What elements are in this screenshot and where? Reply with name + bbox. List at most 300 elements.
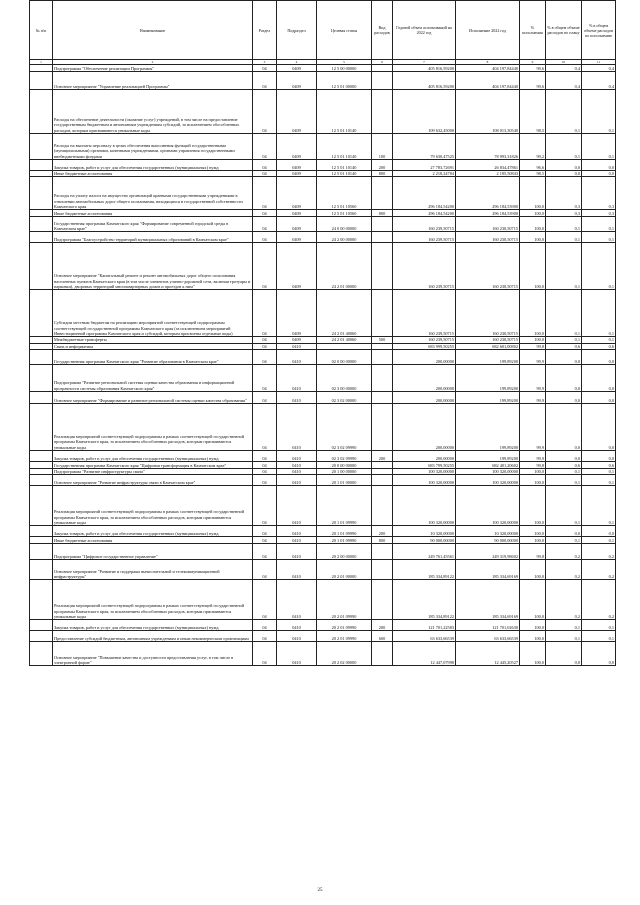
target-article-cell: 24 2 01 00000 bbox=[317, 243, 372, 290]
fact-cell: 78 993,31826 bbox=[456, 134, 520, 160]
fact-cell: 296 184,53900 bbox=[456, 210, 520, 217]
column-number: 8 bbox=[456, 60, 520, 65]
row-number-cell bbox=[30, 450, 53, 461]
expense-type-cell: 200 bbox=[372, 526, 393, 537]
expense-type-cell bbox=[372, 290, 393, 337]
plan-cell: 27 783,72691 bbox=[393, 160, 456, 171]
share-plan-cell: 0,2 bbox=[546, 560, 582, 580]
expense-type-cell bbox=[372, 403, 393, 450]
table-row bbox=[30, 232, 616, 243]
name-cell: Государственная программа Камчатского края "Цифровая трансформация в Камчатском крае" bbox=[53, 461, 253, 468]
header-cell: Исполнение 2022 год bbox=[456, 1, 520, 60]
plan-cell: 100 320,00000 bbox=[393, 468, 456, 474]
fact-cell: 108 013,30540 bbox=[456, 90, 520, 134]
section-cell: 04 bbox=[253, 243, 277, 290]
fact-cell: 100 320,00000 bbox=[456, 468, 520, 474]
name-cell: Основное мероприятие "Развитие инфраструктуры связи в Камчатском крае" bbox=[53, 475, 253, 486]
row-number-cell bbox=[30, 160, 53, 171]
percent-cell: 99,9 bbox=[520, 450, 546, 461]
row-number-cell bbox=[30, 210, 53, 217]
target-article-cell: 02 3 00 00000 bbox=[317, 364, 372, 391]
row-number-cell bbox=[30, 290, 53, 337]
share-plan-cell: 0,0 bbox=[546, 364, 582, 391]
share-fact-cell: 0,1 bbox=[582, 475, 616, 486]
table-row bbox=[30, 177, 616, 210]
expense-type-cell: 500 bbox=[372, 337, 393, 343]
target-article-cell: 20 2 01 00000 bbox=[317, 560, 372, 580]
fact-cell: 185 334,69169 bbox=[456, 580, 520, 620]
subsection-cell: 0410 bbox=[277, 486, 317, 526]
row-number-cell bbox=[30, 243, 53, 290]
section-cell: 04 bbox=[253, 232, 277, 243]
table-row bbox=[30, 65, 616, 72]
percent-cell: 100,0 bbox=[520, 620, 546, 631]
share-plan-cell: 0,6 bbox=[546, 343, 582, 349]
page-number: 25 bbox=[317, 888, 323, 893]
name-cell: Подпрограмма "Цифровое государственное управление" bbox=[53, 544, 253, 560]
plan-cell: 683 999,50255 bbox=[393, 343, 456, 349]
share-plan-cell: 0,1 bbox=[546, 631, 582, 642]
row-number-cell bbox=[30, 134, 53, 160]
section-cell: 04 bbox=[253, 631, 277, 642]
share-fact-cell: 0,4 bbox=[582, 72, 616, 90]
share-fact-cell: 0,1 bbox=[582, 620, 616, 631]
header-cell: % в общем объеме расходов по плану bbox=[546, 1, 582, 60]
expense-type-cell: 800 bbox=[372, 171, 393, 177]
column-number: 6 bbox=[372, 60, 393, 65]
plan-cell: 63 633,66539 bbox=[393, 631, 456, 642]
share-fact-cell: 0,4 bbox=[582, 65, 616, 72]
header-cell: Наименование bbox=[53, 1, 253, 60]
name-cell: Закупка товаров, работ и услуг для обеспечения государственных (муниципальных) нужд bbox=[53, 620, 253, 631]
section-cell: 04 bbox=[253, 537, 277, 544]
column-number: 9 bbox=[520, 60, 546, 65]
expense-type-cell bbox=[372, 177, 393, 210]
expense-type-cell: 100 bbox=[372, 134, 393, 160]
subsection-cell: 0410 bbox=[277, 560, 317, 580]
fact-cell: 160 230,50715 bbox=[456, 290, 520, 337]
target-article-cell: 02 3 02 09990 bbox=[317, 403, 372, 450]
share-fact-cell: 0,6 bbox=[582, 461, 616, 468]
section-cell: 04 bbox=[253, 391, 277, 403]
share-fact-cell: 0,0 bbox=[582, 364, 616, 391]
target-article-cell: 20 0 00 00000 bbox=[317, 461, 372, 468]
percent-cell: 100,0 bbox=[520, 642, 546, 666]
column-number: 10 bbox=[546, 60, 582, 65]
percent-cell: 99,8 bbox=[520, 544, 546, 560]
name-cell: Закупка товаров, работ и услуг для обеспечения государственных (муниципальных) нужд bbox=[53, 160, 253, 171]
header-cell: % исполнения bbox=[520, 1, 546, 60]
share-fact-cell: 0,0 bbox=[582, 160, 616, 171]
share-plan-cell: 0,1 bbox=[546, 537, 582, 544]
subsection-cell: 0409 bbox=[277, 134, 317, 160]
share-fact-cell: 0,1 bbox=[582, 337, 616, 343]
subsection-cell: 0410 bbox=[277, 620, 317, 631]
section-cell: 04 bbox=[253, 620, 277, 631]
subsection-cell: 0410 bbox=[277, 364, 317, 391]
expense-type-cell bbox=[372, 217, 393, 232]
target-article-cell: 20 1 01 09990 bbox=[317, 526, 372, 537]
fact-cell: 199,89200 bbox=[456, 349, 520, 364]
name-cell: Основное мероприятие "Формирование и развитие региональной системы оценки качества образования" bbox=[53, 391, 253, 403]
target-article-cell: 12 5 01 00000 bbox=[317, 72, 372, 90]
section-cell: 04 bbox=[253, 468, 277, 474]
plan-cell: 100 320,00000 bbox=[393, 475, 456, 486]
fact-cell: 404 197,84440 bbox=[456, 65, 520, 72]
plan-cell: 200,00000 bbox=[393, 391, 456, 403]
fact-cell: 199,89200 bbox=[456, 403, 520, 450]
name-cell: Государственная программа Камчатского края "Развитие образования в Камчатском крае" bbox=[53, 349, 253, 364]
name-cell: Иные бюджетные ассигнования bbox=[53, 171, 253, 177]
target-article-cell: 20 2 01 09990 bbox=[317, 620, 372, 631]
name-cell: Связь и информатика bbox=[53, 343, 253, 349]
percent-cell: 99,2 bbox=[520, 134, 546, 160]
percent-cell: 100,0 bbox=[520, 631, 546, 642]
section-cell: 04 bbox=[253, 177, 277, 210]
section-cell: 04 bbox=[253, 349, 277, 364]
expense-type-cell bbox=[372, 364, 393, 391]
header-cell: Подраздел bbox=[277, 1, 317, 60]
section-cell: 04 bbox=[253, 290, 277, 337]
share-plan-cell: 0,0 bbox=[546, 171, 582, 177]
column-number: 4 bbox=[277, 60, 317, 65]
plan-cell: 10 320,00000 bbox=[393, 526, 456, 537]
percent-cell: 100,0 bbox=[520, 177, 546, 210]
share-plan-cell: 0,0 bbox=[546, 391, 582, 403]
expense-type-cell bbox=[372, 349, 393, 364]
fact-cell: 121 701,02630 bbox=[456, 620, 520, 631]
fact-cell: 100 320,00000 bbox=[456, 475, 520, 486]
table-row bbox=[30, 461, 616, 468]
plan-cell: 200,00000 bbox=[393, 450, 456, 461]
subsection-cell: 0410 bbox=[277, 631, 317, 642]
target-article-cell: 24 2 00 00000 bbox=[317, 232, 372, 243]
section-cell: 04 bbox=[253, 90, 277, 134]
target-article-cell: 12 5 01 10560 bbox=[317, 177, 372, 210]
section-cell: 04 bbox=[253, 134, 277, 160]
percent-cell: 100,0 bbox=[520, 560, 546, 580]
column-number: 11 bbox=[582, 60, 616, 65]
share-plan-cell: 0,0 bbox=[546, 450, 582, 461]
name-cell: Предоставление субсидий бюджетным, автономным учреждениям и иным некоммерческим организациям bbox=[53, 631, 253, 642]
section-cell: 04 bbox=[253, 210, 277, 217]
share-plan-cell: 0,1 bbox=[546, 134, 582, 160]
plan-cell: 2 218,24784 bbox=[393, 171, 456, 177]
row-number-cell bbox=[30, 461, 53, 468]
target-article-cell: 20 1 01 09990 bbox=[317, 537, 372, 544]
plan-cell: 12 447,07998 bbox=[393, 642, 456, 666]
percent-cell: 99,8 bbox=[520, 343, 546, 349]
percent-cell: 100,0 bbox=[520, 290, 546, 337]
plan-cell: 249 761,45561 bbox=[393, 544, 456, 560]
share-plan-cell: 0,3 bbox=[546, 210, 582, 217]
share-plan-cell: 0,6 bbox=[546, 461, 582, 468]
section-cell: 04 bbox=[253, 461, 277, 468]
table-row bbox=[30, 72, 616, 90]
subsection-cell: 0410 bbox=[277, 544, 317, 560]
subsection-cell: 0410 bbox=[277, 461, 317, 468]
header-cell: Вид расходов bbox=[372, 1, 393, 60]
percent-cell: 100,0 bbox=[520, 210, 546, 217]
expense-type-cell bbox=[372, 65, 393, 72]
share-fact-cell: 0,6 bbox=[582, 343, 616, 349]
table-row bbox=[30, 560, 616, 580]
subsection-cell: 0410 bbox=[277, 468, 317, 474]
fact-cell: 249 319,98602 bbox=[456, 544, 520, 560]
percent-cell: 100,0 bbox=[520, 217, 546, 232]
expense-type-cell: 200 bbox=[372, 620, 393, 631]
table-row bbox=[30, 486, 616, 526]
column-number: 1 bbox=[30, 60, 53, 65]
subsection-cell: 0410 bbox=[277, 475, 317, 486]
table-row bbox=[30, 631, 616, 642]
share-plan-cell: 0,4 bbox=[546, 65, 582, 72]
fact-cell: 10 320,00000 bbox=[456, 526, 520, 537]
table-row bbox=[30, 526, 616, 537]
share-fact-cell: 0,2 bbox=[582, 544, 616, 560]
target-article-cell: 02 3 02 09990 bbox=[317, 450, 372, 461]
row-number-cell bbox=[30, 403, 53, 450]
table-row bbox=[30, 134, 616, 160]
subsection-cell: 0410 bbox=[277, 403, 317, 450]
plan-cell: 121 701,22583 bbox=[393, 620, 456, 631]
table-row bbox=[30, 290, 616, 337]
share-plan-cell: 0,1 bbox=[546, 620, 582, 631]
header-cell: № п/п bbox=[30, 1, 53, 60]
percent-cell: 99,9 bbox=[520, 391, 546, 403]
row-number-cell bbox=[30, 177, 53, 210]
section-cell: 04 bbox=[253, 171, 277, 177]
subsection-cell: 0409 bbox=[277, 72, 317, 90]
share-fact-cell: 0,1 bbox=[582, 134, 616, 160]
section-cell: 04 bbox=[253, 160, 277, 171]
plan-cell: 160 239,50715 bbox=[393, 290, 456, 337]
share-fact-cell: 0,1 bbox=[582, 290, 616, 337]
expense-type-cell: 200 bbox=[372, 160, 393, 171]
name-cell: Подпрограмма "Развитие региональной системы оценки качества образования и информационной прозрачности системы образования Камчатского края" bbox=[53, 364, 253, 391]
row-number-cell bbox=[30, 580, 53, 620]
plan-cell: 160 239,50715 bbox=[393, 217, 456, 232]
row-number-cell bbox=[30, 217, 53, 232]
section-cell: 04 bbox=[253, 343, 277, 349]
fact-cell: 199,89200 bbox=[456, 364, 520, 391]
percent-cell: 99,9 bbox=[520, 403, 546, 450]
section-cell: 04 bbox=[253, 580, 277, 620]
percent-cell: 98,5 bbox=[520, 171, 546, 177]
name-cell: Основное мероприятие "Управление реализацией Программы" bbox=[53, 72, 253, 90]
plan-cell: 296 184,54200 bbox=[393, 210, 456, 217]
name-cell: Реализация мероприятий соответствующей подпрограммы в рамках соответствующей государственной программы Камчатского края, за исключением обособленных расходов, которым присваиваются уникальные коды bbox=[53, 403, 253, 450]
name-cell: Реализация мероприятий соответствующей подпрограммы в рамках соответствующей государственной программы Камчатского края, за исключением обособленных расходов, которым присваиваются уникальные коды bbox=[53, 580, 253, 620]
expense-type-cell bbox=[372, 486, 393, 526]
fact-cell: 2 185,50843 bbox=[456, 171, 520, 177]
fact-cell: 296 184,53900 bbox=[456, 177, 520, 210]
target-article-cell: 12 5 01 10140 bbox=[317, 160, 372, 171]
name-cell: Основное мероприятие "Капитальный ремонт и ремонт автомобильных дорог общего пользования населенных пунктов Камчатского края (в том числе элементов улично-дорожной сети, включая тротуары и парковки), дворовых территорий многоквартирных домов и проездов к ним" bbox=[53, 243, 253, 290]
share-fact-cell: 0,1 bbox=[582, 243, 616, 290]
percent-cell: 100,0 bbox=[520, 580, 546, 620]
name-cell: Основное мероприятие "Развитие и поддержка вычислительной и телекоммуникационной инфраструктуры" bbox=[53, 560, 253, 580]
fact-cell: 160 230,50715 bbox=[456, 337, 520, 343]
percent-cell: 100,0 bbox=[520, 486, 546, 526]
plan-cell: 90 000,00000 bbox=[393, 537, 456, 544]
plan-cell: 79 630,47525 bbox=[393, 134, 456, 160]
section-cell: 04 bbox=[253, 337, 277, 343]
share-plan-cell: 0,1 bbox=[546, 486, 582, 526]
name-cell: Субсидии местным бюджетам на реализацию мероприятий соответствующей подпрограммы соответствующей государственной программы Камчатского края (за исключением мероприятий Инвестиционной программы Камчатского края и субсидий, которым присвоены отдельные коды) bbox=[53, 290, 253, 337]
fact-cell: 160 230,50715 bbox=[456, 217, 520, 232]
share-plan-cell: 0,3 bbox=[546, 177, 582, 210]
share-fact-cell: 0,1 bbox=[582, 486, 616, 526]
subsection-cell: 0409 bbox=[277, 243, 317, 290]
plan-cell: 160 239,50715 bbox=[393, 337, 456, 343]
row-number-cell bbox=[30, 544, 53, 560]
subsection-cell: 0409 bbox=[277, 217, 317, 232]
subsection-cell: 0409 bbox=[277, 65, 317, 72]
share-fact-cell: 0,1 bbox=[582, 631, 616, 642]
percent-cell: 100,0 bbox=[520, 537, 546, 544]
target-article-cell: 24 2 01 40060 bbox=[317, 290, 372, 337]
document-page bbox=[29, 0, 615, 666]
subsection-cell: 0409 bbox=[277, 90, 317, 134]
row-number-cell bbox=[30, 560, 53, 580]
header-cell: Годовой объем ассигнований на 2022 год bbox=[393, 1, 456, 60]
expense-type-cell bbox=[372, 461, 393, 468]
budget-execution-table bbox=[29, 0, 616, 666]
share-fact-cell: 0,1 bbox=[582, 468, 616, 474]
subsection-cell: 0410 bbox=[277, 343, 317, 349]
share-plan-cell: 0,1 bbox=[546, 217, 582, 232]
target-article-cell: 20 1 00 00000 bbox=[317, 468, 372, 474]
row-number-cell bbox=[30, 232, 53, 243]
section-cell: 04 bbox=[253, 72, 277, 90]
percent-cell: 100,0 bbox=[520, 232, 546, 243]
share-fact-cell: 0,2 bbox=[582, 580, 616, 620]
percent-cell: 100,0 bbox=[520, 468, 546, 474]
percent-cell: 99,8 bbox=[520, 461, 546, 468]
subsection-cell: 0410 bbox=[277, 349, 317, 364]
table-row bbox=[30, 391, 616, 403]
share-plan-cell: 0,0 bbox=[546, 403, 582, 450]
name-cell: Расходы на выплаты персоналу в целях обеспечения выполнения функций государственными (муниципальными) органами, казенными учреждениями, органами управления государственными внебюджетными фондами bbox=[53, 134, 253, 160]
table-row bbox=[30, 403, 616, 450]
fact-cell: 100 320,00000 bbox=[456, 486, 520, 526]
fact-cell: 199,89200 bbox=[456, 450, 520, 461]
table-row bbox=[30, 544, 616, 560]
row-number-cell bbox=[30, 631, 53, 642]
percent-cell: 98,5 bbox=[520, 90, 546, 134]
table-row bbox=[30, 160, 616, 171]
fact-cell: 185 334,69169 bbox=[456, 560, 520, 580]
name-cell: Иные бюджетные ассигнования bbox=[53, 210, 253, 217]
target-article-cell: 12 5 01 10140 bbox=[317, 90, 372, 134]
column-number: 3 bbox=[253, 60, 277, 65]
share-fact-cell: 0,3 bbox=[582, 177, 616, 210]
share-fact-cell: 0,0 bbox=[582, 349, 616, 364]
plan-cell: 160 239,50715 bbox=[393, 232, 456, 243]
column-number: 7 bbox=[393, 60, 456, 65]
target-article-cell: 24 0 00 00000 bbox=[317, 217, 372, 232]
fact-cell: 26 834,47861 bbox=[456, 160, 520, 171]
table-body bbox=[30, 65, 616, 666]
plan-cell: 109 632,45000 bbox=[393, 90, 456, 134]
subsection-cell: 0409 bbox=[277, 337, 317, 343]
name-cell: Государственная программа Камчатского края "Формирование современной городской среды в Камчатском крае" bbox=[53, 217, 253, 232]
subsection-cell: 0410 bbox=[277, 391, 317, 403]
section-cell: 04 bbox=[253, 526, 277, 537]
row-number-cell bbox=[30, 475, 53, 486]
row-number-cell bbox=[30, 364, 53, 391]
table-row bbox=[30, 620, 616, 631]
expense-type-cell bbox=[372, 642, 393, 666]
table-row bbox=[30, 364, 616, 391]
share-plan-cell: 0,1 bbox=[546, 232, 582, 243]
expense-type-cell: 200 bbox=[372, 450, 393, 461]
table-row bbox=[30, 90, 616, 134]
fact-cell: 199,89200 bbox=[456, 391, 520, 403]
row-number-cell bbox=[30, 391, 53, 403]
share-fact-cell: 0,1 bbox=[582, 90, 616, 134]
table-row bbox=[30, 217, 616, 232]
subsection-cell: 0410 bbox=[277, 642, 317, 666]
row-number-cell bbox=[30, 537, 53, 544]
plan-cell: 405 816,59200 bbox=[393, 65, 456, 72]
row-number-cell bbox=[30, 90, 53, 134]
table-row bbox=[30, 349, 616, 364]
share-fact-cell: 0,1 bbox=[582, 217, 616, 232]
plan-cell: 160 239,50715 bbox=[393, 243, 456, 290]
share-plan-cell: 0,1 bbox=[546, 337, 582, 343]
row-number-cell bbox=[30, 65, 53, 72]
percent-cell: 99,6 bbox=[520, 72, 546, 90]
percent-cell: 96,6 bbox=[520, 160, 546, 171]
header-cell: Целевая статья bbox=[317, 1, 372, 60]
plan-cell: 200,00000 bbox=[393, 364, 456, 391]
expense-type-cell: 800 bbox=[372, 210, 393, 217]
share-fact-cell: 0,1 bbox=[582, 537, 616, 544]
subsection-cell: 0410 bbox=[277, 537, 317, 544]
expense-type-cell bbox=[372, 232, 393, 243]
fact-cell: 682 401,20602 bbox=[456, 461, 520, 468]
table-row bbox=[30, 580, 616, 620]
expense-type-cell bbox=[372, 475, 393, 486]
subsection-cell: 0409 bbox=[277, 290, 317, 337]
section-cell: 04 bbox=[253, 65, 277, 72]
fact-cell: 12 445,20527 bbox=[456, 642, 520, 666]
share-plan-cell: 0,1 bbox=[546, 90, 582, 134]
percent-cell: 99,9 bbox=[520, 349, 546, 364]
expense-type-cell bbox=[372, 72, 393, 90]
subsection-cell: 0409 bbox=[277, 232, 317, 243]
section-cell: 04 bbox=[253, 486, 277, 526]
plan-cell: 405 816,59200 bbox=[393, 72, 456, 90]
share-plan-cell: 0,1 bbox=[546, 290, 582, 337]
share-plan-cell: 0,1 bbox=[546, 468, 582, 474]
plan-cell: 683 799,50255 bbox=[393, 461, 456, 468]
name-cell: Подпрограмма "Обеспечение реализации Программы" bbox=[53, 65, 253, 72]
share-plan-cell: 0,1 bbox=[546, 475, 582, 486]
share-fact-cell: 0,0 bbox=[582, 450, 616, 461]
share-plan-cell: 0,1 bbox=[546, 243, 582, 290]
target-article-cell: 24 2 01 40060 bbox=[317, 337, 372, 343]
subsection-cell: 0410 bbox=[277, 450, 317, 461]
plan-cell: 296 184,54200 bbox=[393, 177, 456, 210]
target-article-cell: 02 3 02 00000 bbox=[317, 391, 372, 403]
row-number-cell bbox=[30, 620, 53, 631]
table-row bbox=[30, 450, 616, 461]
section-cell: 04 bbox=[253, 217, 277, 232]
share-fact-cell: 0,0 bbox=[582, 526, 616, 537]
